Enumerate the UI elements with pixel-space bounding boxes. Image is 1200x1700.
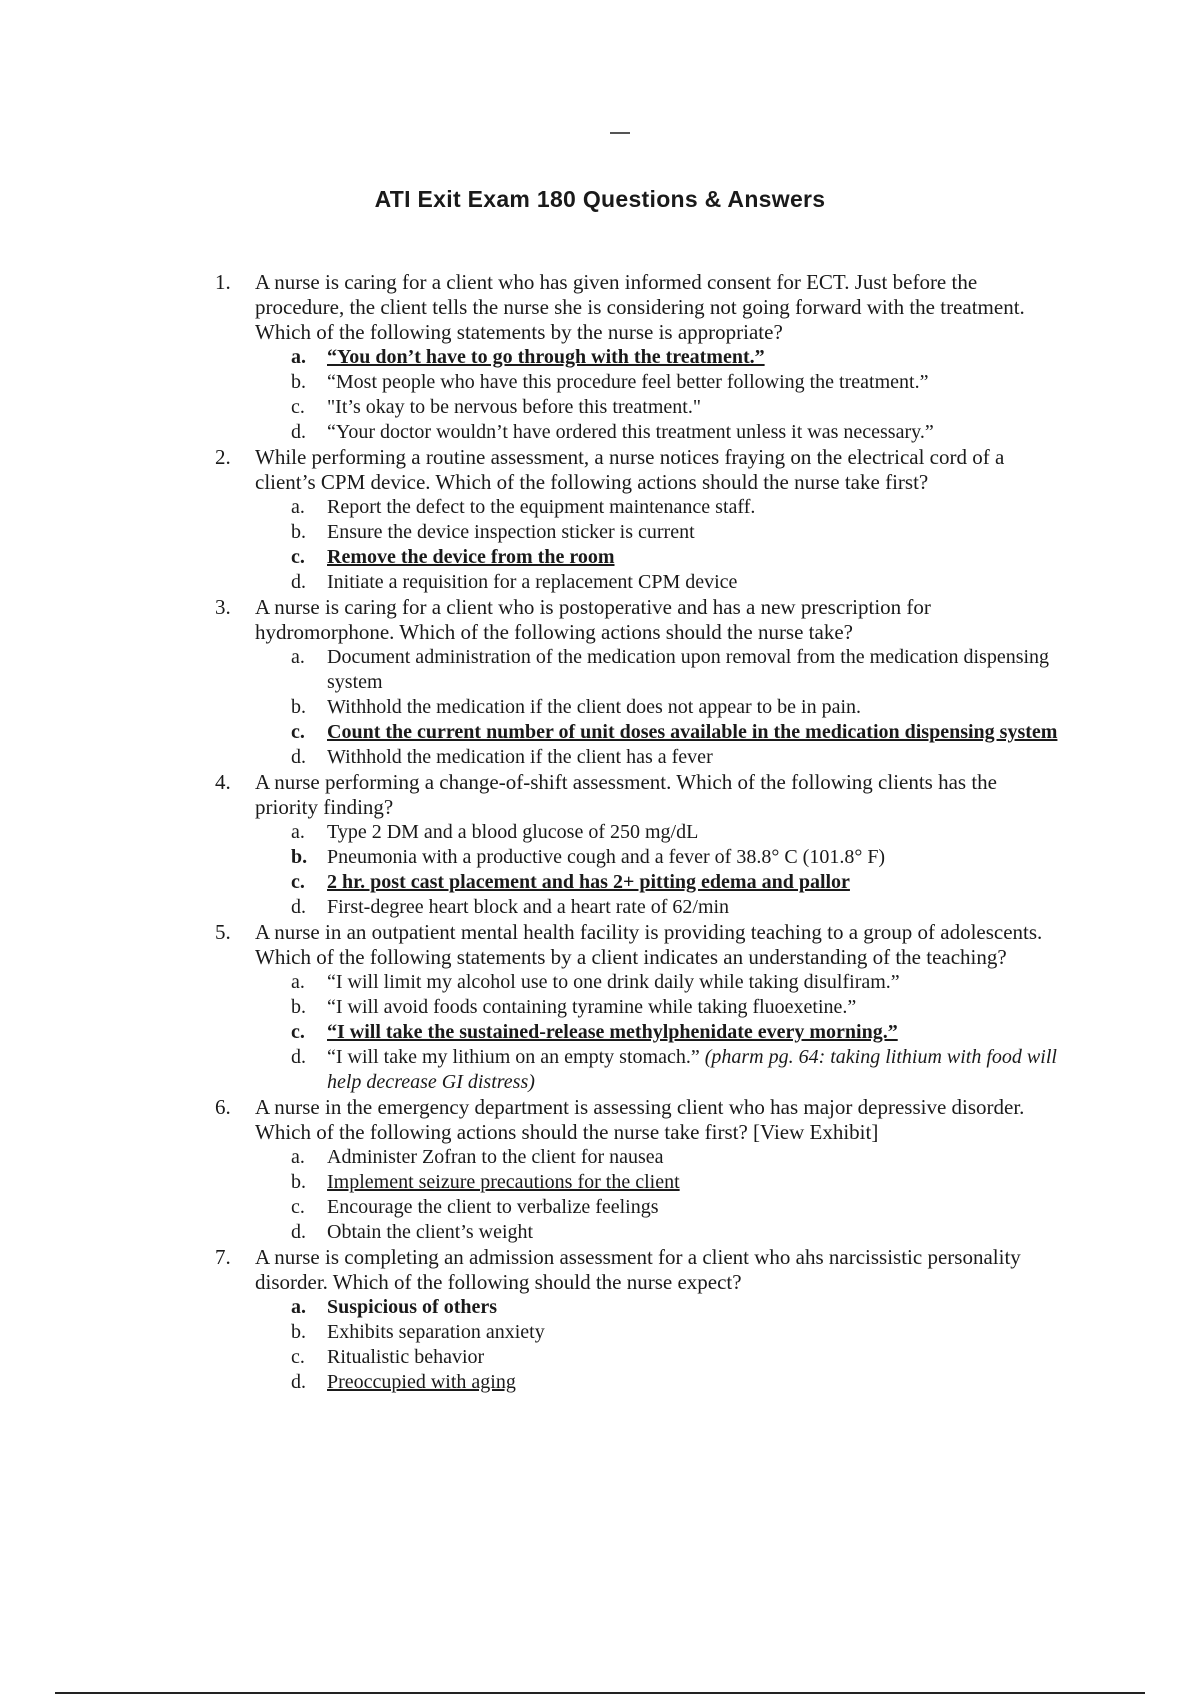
option-b: [255, 1170, 1065, 1195]
option-letter: c.: [291, 1346, 305, 1368]
question-1: [215, 270, 1065, 445]
option-c: [255, 395, 1065, 420]
option-text: Encourage the client to verbalize feelings: [327, 1196, 659, 1218]
option-letter: b.: [291, 846, 308, 868]
option-text: “Most people who have this procedure feel better following the treatment.”: [327, 371, 929, 393]
option-b: [255, 695, 1065, 720]
option-text-answer: “I will take the sustained-release methylphenidate every morning.”: [327, 1021, 898, 1043]
option-letter: b.: [291, 696, 306, 718]
option-letter: a.: [291, 1146, 305, 1168]
option-text: Ensure the device inspection sticker is current: [327, 521, 695, 543]
question-4: [215, 770, 1065, 920]
question-number: 7.: [215, 1245, 231, 1269]
option-letter: b.: [291, 996, 306, 1018]
option-letter: b.: [291, 1321, 306, 1343]
question-7: [215, 1245, 1065, 1395]
option-text-answer: Preoccupied with aging: [327, 1371, 516, 1393]
option-text-answer: Implement seizure precautions for the client: [327, 1171, 680, 1193]
option-letter: a.: [291, 346, 306, 368]
option-text: “I will take my lithium on an empty stomach.”: [327, 1046, 700, 1068]
option-text: "It’s okay to be nervous before this treatment.": [327, 396, 702, 418]
option-a: [255, 495, 1065, 520]
option-c: [255, 1020, 1065, 1045]
option-text-answer: Remove the device from the room: [327, 546, 615, 568]
option-letter: d.: [291, 571, 306, 593]
option-letter: c.: [291, 396, 305, 418]
document-title: ATI Exit Exam 180 Questions & Answers: [374, 186, 826, 212]
option-a: [255, 1295, 1065, 1320]
question-list: [215, 270, 1065, 1395]
option-list: [255, 345, 1065, 445]
footer-rule: [55, 1692, 1145, 1694]
question-5: [215, 920, 1065, 1095]
option-letter: b.: [291, 521, 306, 543]
option-text: “I will limit my alcohol use to one drink daily while taking disulfiram.”: [327, 971, 900, 993]
option-letter: c.: [291, 1196, 305, 1218]
option-a: [255, 820, 1065, 845]
option-letter: b.: [291, 1171, 306, 1193]
option-text-answer: Count the current number of unit doses available in the medication dispensing system: [327, 721, 1058, 743]
option-d: [255, 745, 1065, 770]
option-text: Withhold the medication if the client has a fever: [327, 746, 713, 768]
option-list: [255, 970, 1065, 1095]
question-text: A nurse in an outpatient mental health facility is providing teaching to a group of adolescents. Which of the following statements by a client indicates an understanding of the teaching?: [255, 920, 1043, 969]
question-number: 2.: [215, 445, 231, 469]
option-list: [255, 645, 1065, 770]
rationale-note: (pharm pg. 64: taking lithium with food will help decrease GI distress): [327, 1046, 1057, 1093]
option-b: [255, 1320, 1065, 1345]
option-letter: c.: [291, 546, 305, 568]
option-text: Report the defect to the equipment maintenance staff.: [327, 496, 756, 518]
option-c: [255, 1345, 1065, 1370]
option-list: [255, 1145, 1065, 1245]
option-list: [255, 495, 1065, 595]
option-text: Initiate a requisition for a replacement CPM device: [327, 571, 738, 593]
option-letter: c.: [291, 871, 305, 893]
option-text: Withhold the medication if the client does not appear to be in pain.: [327, 696, 862, 718]
option-a: [255, 1145, 1065, 1170]
question-text: A nurse is caring for a client who is postoperative and has a new prescription for hydromorphone. Which of the following actions should the nurse take?: [255, 595, 931, 644]
option-text: Suspicious of others: [327, 1296, 498, 1318]
header-mark: [610, 132, 630, 134]
option-letter: d.: [291, 1371, 306, 1393]
option-letter: d.: [291, 896, 306, 918]
question-number: 5.: [215, 920, 231, 944]
option-a: [255, 970, 1065, 995]
option-letter: b.: [291, 371, 306, 393]
option-d: [255, 570, 1065, 595]
option-letter: d.: [291, 1221, 306, 1243]
option-text-answer: 2 hr. post cast placement and has 2+ pitting edema and pallor: [327, 871, 850, 893]
option-text: “Your doctor wouldn’t have ordered this treatment unless it was necessary.”: [327, 421, 934, 443]
question-text: A nurse is completing an admission assessment for a client who ahs narcissistic personality disorder. Which of the following should the nurse expect?: [255, 1245, 1021, 1294]
question-number: 4.: [215, 770, 231, 794]
option-letter: d.: [291, 421, 306, 443]
option-text: Pneumonia with a productive cough and a fever of 38.8° C (101.8° F): [327, 846, 886, 868]
option-c: [255, 720, 1065, 745]
option-a: [255, 645, 1065, 695]
option-text: Type 2 DM and a blood glucose of 250 mg/dL: [327, 821, 699, 843]
option-b: [255, 370, 1065, 395]
question-text: While performing a routine assessment, a nurse notices fraying on the electrical cord of a client’s CPM device. Which of the following actions should the nurse take first?: [255, 445, 1005, 494]
option-letter: a.: [291, 821, 305, 843]
option-b: [255, 520, 1065, 545]
option-b: [255, 995, 1065, 1020]
option-letter: a.: [291, 496, 305, 518]
option-c: [255, 1195, 1065, 1220]
question-number: 1.: [215, 270, 231, 294]
option-a: [255, 345, 1065, 370]
option-d: [255, 1045, 1065, 1095]
option-d: [255, 420, 1065, 445]
option-d: [255, 1220, 1065, 1245]
option-text-answer: “You don’t have to go through with the treatment.”: [327, 346, 765, 368]
option-letter: a.: [291, 1296, 306, 1318]
option-letter: d.: [291, 1046, 306, 1068]
option-letter: d.: [291, 746, 306, 768]
question-number: 3.: [215, 595, 231, 619]
option-list: [255, 820, 1065, 920]
question-text: A nurse in the emergency department is assessing client who has major depressive disorder. Which of the following actions should the nurse take first? [View Exhibit]: [255, 1095, 1025, 1144]
option-text: Document administration of the medication upon removal from the medication dispensing system: [327, 646, 1050, 693]
option-text: Administer Zofran to the client for nausea: [327, 1146, 664, 1168]
option-letter: a.: [291, 646, 305, 668]
option-letter: c.: [291, 721, 305, 743]
option-text: Obtain the client’s weight: [327, 1221, 534, 1243]
option-text: Exhibits separation anxiety: [327, 1321, 545, 1343]
option-b: [255, 845, 1065, 870]
option-text: “I will avoid foods containing tyramine while taking fluoexetine.”: [327, 996, 857, 1018]
question-number: 6.: [215, 1095, 231, 1119]
question-2: [215, 445, 1065, 595]
question-text: A nurse is caring for a client who has given informed consent for ECT. Just before the procedure, the client tells the nurse she is considering not going forward with the treatment. Which of the following statements by the nurse is appropriate?: [255, 270, 1025, 344]
question-3: [215, 595, 1065, 770]
option-text: Ritualistic behavior: [327, 1346, 485, 1368]
option-text: First-degree heart block and a heart rate of 62/min: [327, 896, 730, 918]
question-6: [215, 1095, 1065, 1245]
option-letter: a.: [291, 971, 305, 993]
option-d: [255, 895, 1065, 920]
option-d: [255, 1370, 1065, 1395]
question-text: A nurse performing a change-of-shift assessment. Which of the following clients has the priority finding?: [255, 770, 998, 819]
option-list: [255, 1295, 1065, 1395]
option-letter: c.: [291, 1021, 305, 1043]
option-c: [255, 545, 1065, 570]
option-c: [255, 870, 1065, 895]
